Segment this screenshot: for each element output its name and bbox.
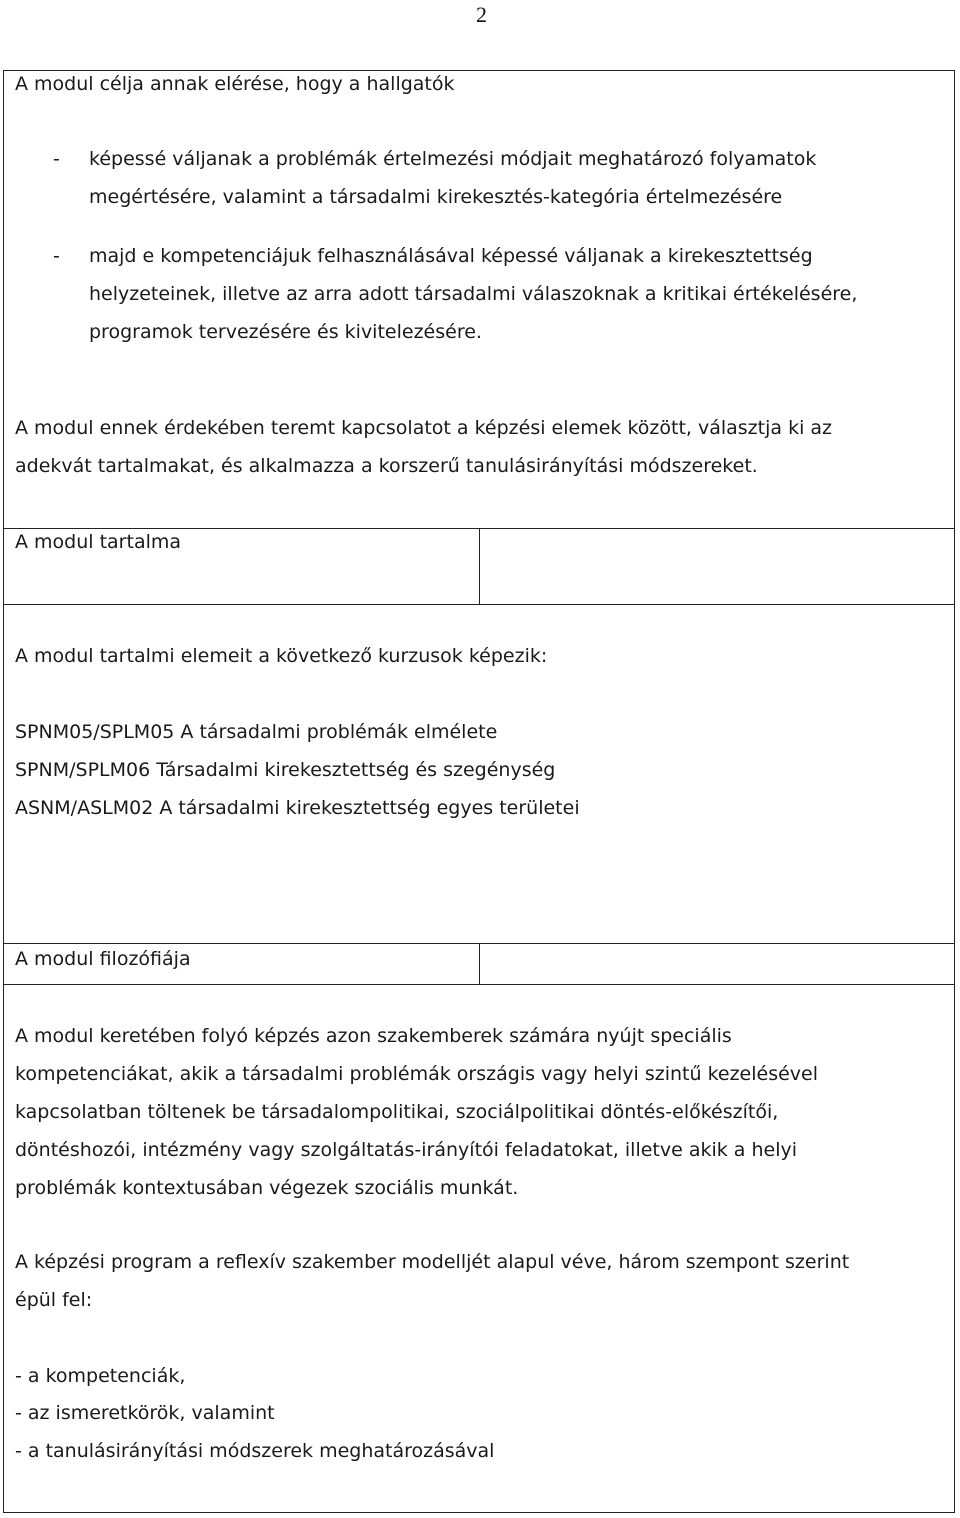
content-intro: A modul tartalmi elemeit a következő kurzusok képezik: bbox=[15, 645, 548, 667]
goal-bullet-1-line-1: képessé váljanak a problémák értelmezési módjait meghatározó folyamatok bbox=[89, 148, 817, 170]
bullet-dash: - bbox=[53, 148, 60, 170]
goal-bullet-2-line-3: programok tervezésére és kivitelezésére. bbox=[89, 321, 482, 343]
goal-paragraph-line-2: adekvát tartalmakat, és alkalmazza a korszerű tanulásirányítási módszereket. bbox=[15, 455, 758, 477]
list-item: - a kompetenciák, bbox=[15, 1365, 186, 1387]
goal-bullet-1-line-2: megértésére, valamint a társadalmi kirekesztés-kategória értelmezésére bbox=[89, 186, 783, 208]
course-item: SPNM05/SPLM05 A társadalmi problémák elmélete bbox=[15, 721, 498, 743]
row-divider bbox=[3, 604, 955, 605]
list-item: - az ismeretkörök, valamint bbox=[15, 1402, 275, 1424]
philosophy-para-line: A modul keretében folyó képzés azon szakemberek számára nyújt speciális bbox=[15, 1025, 732, 1047]
philosophy-para-line: kapcsolatban töltenek be társadalompolitikai, szociálpolitikai döntés-előkészítői, bbox=[15, 1101, 779, 1123]
goal-bullet-2-line-2: helyzeteinek, illetve az arra adott társadalmi válaszoknak a kritikai értékelésére, bbox=[89, 283, 858, 305]
content-heading: A modul tartalma bbox=[15, 531, 182, 553]
column-divider bbox=[479, 943, 480, 985]
philosophy-para-line: problémák kontextusában végezek szociális munkát. bbox=[15, 1177, 519, 1199]
course-item: SPNM/SPLM06 Társadalmi kirekesztettség és szegénység bbox=[15, 759, 556, 781]
goal-intro: A modul célja annak elérése, hogy a hallgatók bbox=[15, 73, 455, 95]
list-item: - a tanulásirányítási módszerek meghatározásával bbox=[15, 1440, 495, 1462]
column-divider bbox=[479, 528, 480, 605]
goal-paragraph-line-1: A modul ennek érdekében teremt kapcsolatot a képzési elemek között, választja ki az bbox=[15, 417, 832, 439]
program-para-line: épül fel: bbox=[15, 1289, 93, 1311]
goal-bullet-2-line-1: majd e kompetenciájuk felhasználásával képessé váljanak a kirekesztettség bbox=[89, 245, 813, 267]
bullet-dash: - bbox=[53, 245, 60, 267]
course-item: ASNM/ASLM02 A társadalmi kirekesztettség egyes területei bbox=[15, 797, 580, 819]
program-para-line: A képzési program a reflexív szakember modelljét alapul véve, három szempont szerint bbox=[15, 1251, 850, 1273]
page-number: 2 bbox=[476, 2, 487, 27]
philosophy-heading: A modul filozófiája bbox=[15, 948, 191, 970]
row-divider bbox=[3, 984, 955, 985]
philosophy-para-line: kompetenciákat, akik a társadalmi problémák országis vagy helyi szintű kezelésével bbox=[15, 1063, 819, 1085]
philosophy-para-line: döntéshozói, intézmény vagy szolgáltatás-irányítói feladatokat, illetve akik a helyi bbox=[15, 1139, 798, 1161]
